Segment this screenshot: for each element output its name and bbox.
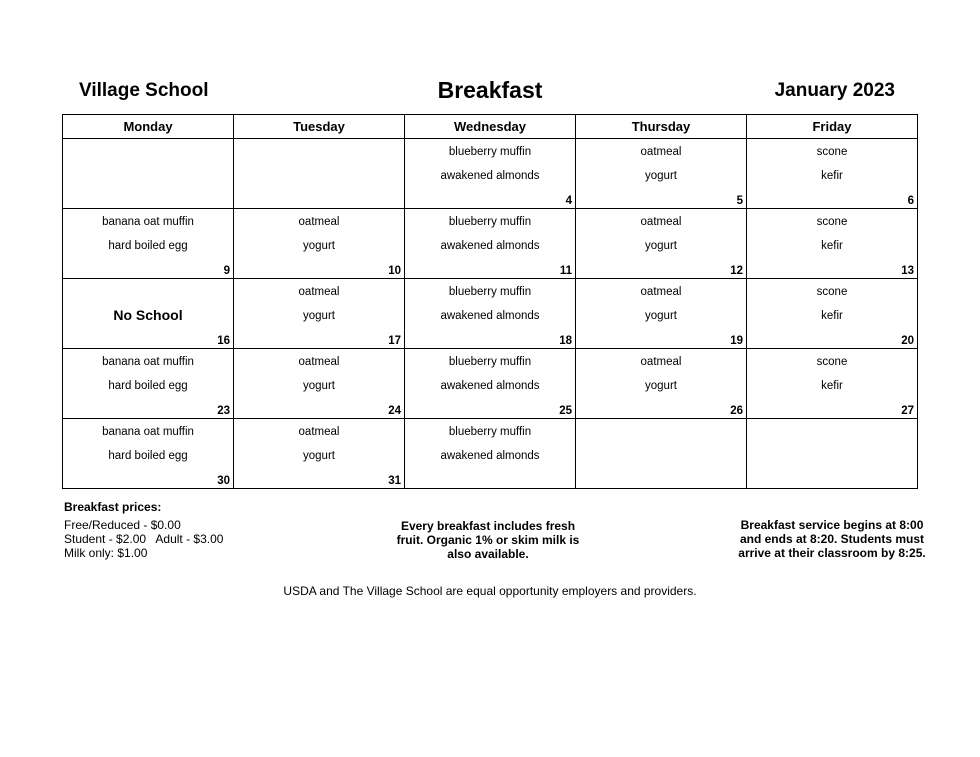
menu-item-primary: oatmeal (640, 356, 682, 368)
prices-title: Breakfast prices: (64, 500, 162, 514)
menu-item-primary: oatmeal (298, 356, 340, 368)
menu-item-primary: oatmeal (640, 286, 682, 298)
day-cell (63, 139, 234, 209)
date-number: 26 (730, 405, 743, 417)
date-number: 19 (730, 335, 743, 347)
day-header-monday: Monday (63, 115, 234, 139)
date-number: 27 (901, 405, 914, 417)
day-cell (405, 209, 576, 279)
day-cell (576, 209, 747, 279)
day-cell (747, 419, 918, 489)
equal-opportunity-footer: USDA and The Village School are equal opportunity employers and providers. (283, 584, 697, 598)
menu-item-secondary: awakened almonds (440, 240, 540, 252)
price-milk-only: Milk only: $1.00 (64, 546, 148, 560)
calendar-body (63, 139, 918, 489)
week-row (63, 139, 918, 209)
breakfast-includes-note: Every breakfast includes fresh fruit. Organic 1% or skim milk is also available. (396, 519, 580, 561)
date-number: 17 (388, 335, 401, 347)
menu-item-secondary: yogurt (303, 450, 335, 462)
week-row (63, 279, 918, 349)
day-cell (234, 279, 405, 349)
menu-item-secondary: kefir (821, 380, 843, 392)
day-cell (576, 349, 747, 419)
date-number: 16 (217, 335, 230, 347)
menu-item-secondary: yogurt (645, 380, 677, 392)
date-number: 30 (217, 475, 230, 487)
menu-item-primary: banana oat muffin (102, 216, 194, 228)
date-number: 6 (907, 195, 914, 207)
menu-item-secondary: awakened almonds (440, 310, 540, 322)
date-number: 12 (730, 265, 743, 277)
menu-item-primary: blueberry muffin (448, 146, 532, 158)
day-cell (234, 349, 405, 419)
menu-item-secondary: hard boiled egg (108, 450, 188, 462)
day-cell (405, 419, 576, 489)
date-number: 10 (388, 265, 401, 277)
day-cell (576, 279, 747, 349)
date-number: 24 (388, 405, 401, 417)
day-cell (234, 419, 405, 489)
month-label: January 2023 (774, 80, 895, 101)
page-title: Breakfast (437, 77, 543, 103)
service-times-note: Breakfast service begins at 8:00 and ends at 8:20. Students must arrive at their classroom by 8:25. (738, 518, 926, 560)
day-cell (63, 349, 234, 419)
menu-item-secondary: yogurt (645, 170, 677, 182)
day-cell (747, 139, 918, 209)
date-number: 18 (559, 335, 572, 347)
menu-item-primary: blueberry muffin (448, 286, 532, 298)
day-cell (63, 419, 234, 489)
date-number: 31 (388, 475, 401, 487)
menu-item-secondary: kefir (821, 170, 843, 182)
menu-item-secondary: yogurt (303, 310, 335, 322)
menu-item-secondary: yogurt (303, 240, 335, 252)
date-number: 9 (223, 265, 230, 277)
day-header-tuesday: Tuesday (234, 115, 405, 139)
week-row (63, 209, 918, 279)
week-row (63, 349, 918, 419)
menu-item-secondary: yogurt (303, 380, 335, 392)
menu-item-secondary: awakened almonds (440, 380, 540, 392)
menu-calendar (62, 114, 918, 489)
day-cell (747, 279, 918, 349)
menu-item-secondary: awakened almonds (440, 450, 540, 462)
date-number: 23 (217, 405, 230, 417)
menu-item-primary: scone (816, 286, 848, 298)
menu-item-secondary: yogurt (645, 310, 677, 322)
weekday-header-row (63, 115, 918, 139)
menu-item-primary: oatmeal (640, 146, 682, 158)
day-cell (747, 209, 918, 279)
day-header-wednesday: Wednesday (405, 115, 576, 139)
day-cell (234, 139, 405, 209)
menu-item-primary: oatmeal (298, 216, 340, 228)
price-free-reduced: Free/Reduced - $0.00 (64, 518, 181, 532)
day-cell (405, 139, 576, 209)
date-number: 11 (559, 265, 572, 277)
date-number: 13 (901, 265, 914, 277)
menu-item-secondary: hard boiled egg (108, 380, 188, 392)
day-cell (405, 349, 576, 419)
no-school-label: No School (113, 307, 183, 323)
date-number: 5 (736, 195, 743, 207)
price-student-adult: Student - $2.00 Adult - $3.00 (64, 532, 224, 546)
menu-item-secondary: hard boiled egg (108, 240, 188, 252)
day-cell (576, 139, 747, 209)
menu-item-secondary: yogurt (645, 240, 677, 252)
menu-item-primary: scone (816, 356, 848, 368)
menu-item-primary: oatmeal (640, 216, 682, 228)
day-header-friday: Friday (747, 115, 918, 139)
date-number: 20 (901, 335, 914, 347)
menu-item-secondary: awakened almonds (440, 170, 540, 182)
menu-item-primary: scone (816, 216, 848, 228)
menu-item-secondary: kefir (821, 240, 843, 252)
day-header-thursday: Thursday (576, 115, 747, 139)
day-cell (63, 209, 234, 279)
menu-item-primary: oatmeal (298, 286, 340, 298)
date-number: 4 (565, 195, 572, 207)
menu-item-primary: blueberry muffin (448, 356, 532, 368)
day-cell (63, 279, 234, 349)
school-name: Village School (79, 80, 209, 101)
day-cell (405, 279, 576, 349)
week-row (63, 419, 918, 489)
menu-item-primary: blueberry muffin (448, 426, 532, 438)
day-cell (747, 349, 918, 419)
day-cell (576, 419, 747, 489)
menu-item-primary: banana oat muffin (102, 426, 194, 438)
day-cell (234, 209, 405, 279)
menu-item-primary: oatmeal (298, 426, 340, 438)
date-number: 25 (559, 405, 572, 417)
menu-item-primary: scone (816, 146, 848, 158)
menu-item-primary: blueberry muffin (448, 216, 532, 228)
menu-item-secondary: kefir (821, 310, 843, 322)
menu-item-primary: banana oat muffin (102, 356, 194, 368)
